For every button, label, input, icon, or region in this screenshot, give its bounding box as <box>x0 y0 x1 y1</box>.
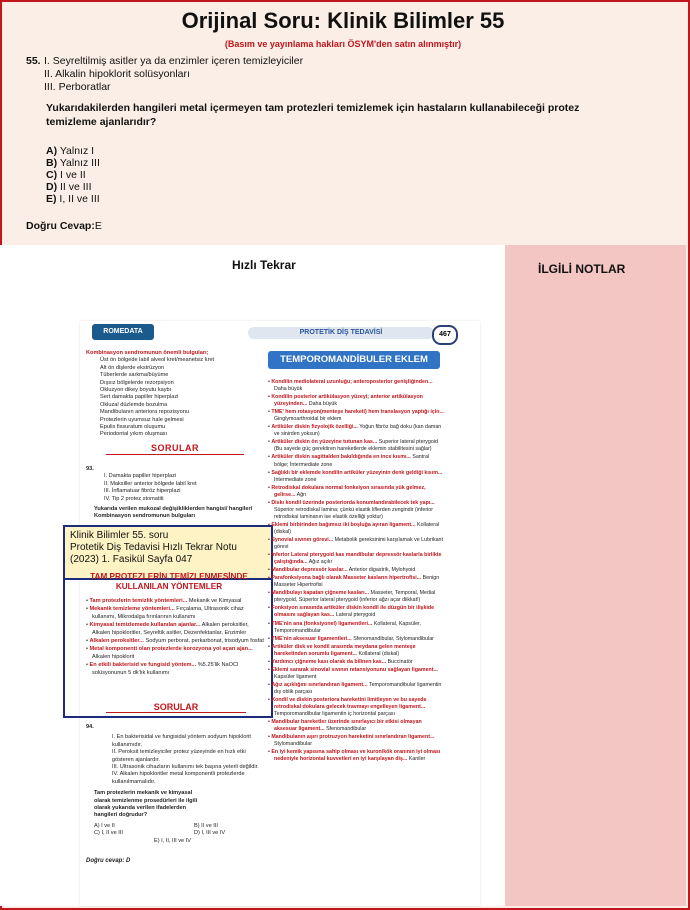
tme-note-item: • Synovial sıvının görevi... Metabolik gereksinimi karşılamak ve Lubrikant görevi <box>268 536 443 551</box>
tme-note-item: • Diskı kondil üzerinde posteriorda konumlandırabilecek tek yapı... Süperior retrodiskal lamina; çünkü elastik liflerden zengindir (inferior retrodiskal laminanın ise elastik özelliği yoktur) <box>268 499 435 520</box>
tme-note-item: • Fonksiyon sırasında artiküler diskin kondil ile düzgün bir ilişkide olmasını sağlayan kas... Lateral pterygoid <box>268 605 435 619</box>
tme-note-item: • Ağız açıklığını sınırlandıran ligament... Temporomandibular ligamentin dış oblik parçası <box>268 681 442 695</box>
tme-note-item: • En iyi kemik yapısına sahip olması ve kuron/kök oranının iyi olması nedeniyle horizontal kuvvetleri en iyi karşılayan diş... Kaniler <box>268 749 441 763</box>
question-items <box>26 55 303 94</box>
book-header-bar: PROTETİK DİŞ TEDAVİSİ <box>248 327 434 339</box>
tme-note-item: • Kondilin mediolateral uzunluğu; anteroposterior genişliğinden... Daha büyük <box>268 379 433 393</box>
related-notes-area <box>505 245 686 906</box>
left-list-item: Mandibulanın anteriora repozisyonu <box>100 409 189 416</box>
tme-note-item: • Mandibular depressör kaslar... Anterior digastrik, Mylohyoid <box>268 567 416 574</box>
answer-options <box>46 145 100 205</box>
cleaning-item: • Metal komponenti olan protezlerde korozyona yol açan ajan... Alkalen hipoklorit <box>86 646 253 660</box>
q93-stem: Yukarıda verilen mukozal değişikliklerden hangisi/ hangileri Kombinasyon sendromunun bulguları <box>94 506 253 520</box>
tme-note-item: • TME'nin aksesuar ligamentleri... Sfenomandibular, Stylomandibular <box>268 635 434 642</box>
q94-option: C) I, II ve III <box>94 830 123 837</box>
q94-item: I. En bakterisidal ve fungisidal yöntem sodyum hipoklorit kullanımıdır. <box>112 734 251 748</box>
option-a: A) Yalnız I <box>46 145 95 157</box>
left-list <box>86 357 264 438</box>
book-left-column <box>86 350 264 459</box>
left-list-item: Protezlerin uyumsuz hale gelmesi <box>100 416 184 423</box>
correct-answer: Doğru Cevap:E <box>26 220 102 232</box>
tme-banner: TEMPOROMANDİBULER EKLEM <box>268 351 440 369</box>
q93-item: IV. Tip 2 protez stomatiti <box>104 495 164 502</box>
q94-option: B) II ve III <box>194 822 218 829</box>
left-list-item: Tüberlerde sarkma/büyüme <box>100 372 169 379</box>
tme-note-item: • Eklemi sararak sinovial sıvının retansiyonunu sağlayan ligament... Kapsüler ligament <box>268 666 438 680</box>
copyright-note: (Basım ve yayınlama hakları ÖSYM'den satın alınmıştır) <box>224 39 462 49</box>
question-94: 94. I. En bakterisidal ve fungisidal yöntem sodyum hipoklorit kullanımıdır. II. Peroksit temizleyiciler protez yüzeyinde en hızlı etki gösteren ajanlardır. III. Ultrasonik cihazların kullanımı tek başına yeterli değildir. IV. Alkalen hipokloritler metal komponentli protezlerde kullanılmamalıdır. Tam protezlerin mekanik ve kimyasal olarak temizlenme prosedürleri ile ilgili olarak yukarıda verilen ifadelerden hangileri doğrudur? A) I ve II B) II ve III C) I, II ve III D) I, III ve IV E) I, II, III ve IV <box>86 724 266 845</box>
left-list-item: Okluzyon dikey boyutu kaybı <box>100 387 172 394</box>
related-notes-heading: İLGİLİ NOTLAR <box>538 262 626 276</box>
quick-review-heading: Hızlı Tekrar <box>232 258 296 272</box>
cleaning-item: • Kimyasal temizlemede kullanılan ajanlar... Alkalen peroksitler, Alkalen hipokloritler, Seyreltik asitler, Dezenfektanlar, Enzimler <box>86 622 249 636</box>
tme-note-item: • Artiküler diskin ön yüzeyine tutunan kas... Superior lateral pterygoid (Bu sayede güç gerektiren hareketlerde eklemin stabilitesini sağlar) <box>268 439 438 453</box>
tme-note-item: • Artiküler diskin fizyolojik özelliği... Yoğun fibröz bağ doku (kan damarı ve sinirden yoksun) <box>268 424 442 438</box>
q93-item: II. Maksiller anterior bölgede labil kret <box>104 480 197 487</box>
question-stem: Yukarıdakilerden hangileri metal içermeyen tam protezleri temizlemek için hastaların kullanabileceği protez temizleme ajanlarıdır? <box>46 102 580 128</box>
left-list-item: Sert damakta papiller hiperplazi <box>100 394 179 401</box>
q93-item: I. Damakta papiller hiperplazi <box>104 473 177 480</box>
q94-option: D) I, III ve IV <box>194 830 226 837</box>
left-heading: Kombinasyon sendromunun önemli bulguları; <box>86 350 209 356</box>
tme-note-item: • Retrodiskal dokulara normal fonksiyon sırasında yük gelmez, gelirse... Ağrı <box>268 484 426 498</box>
tme-note-item: • Mandibulanın aşırı protruzyon hareketini sınırlandıran ligament... Stylomandibular <box>268 734 435 748</box>
sorular-heading: SORULAR <box>106 445 244 455</box>
tme-note-item: • Kondilin posterior artikülasyon yüzeyi; anterior artikülasyon yüzeyinden... Daha büyük <box>268 394 423 408</box>
source-note-line: (2023) 1. Fasikül Sayfa 047 <box>70 554 193 565</box>
cleaning-item: • Mekanik temizleme yöntemleri... Fırçalama, Ultrasonik cihaz kullanımı, Mikrodalga fırınlarının kullanımı <box>86 606 244 620</box>
tme-note-item: • Parafonksiyona bağlı olarak Masseter kasların hipertrofisi... Benign Masseter Hipertrofisi <box>268 575 440 589</box>
book-page-number: 467 <box>432 325 458 345</box>
tme-note-item: • Artiküler diskin sagittalden bakıldığında en ince kısmı... Santral bölge; İntermediate zone <box>268 454 430 468</box>
q94-stem: Tam protezlerin mekanik ve kimyasal olarak temizlenme prosedürleri ile ilgili olarak yukarıda verilen ifadelerden hangileri doğrudur? <box>94 790 198 819</box>
tme-note-item: • Eklemi birbirinden bağımsız iki boşluğa ayıran ligament... Kollateral (diskal) <box>268 521 440 535</box>
cleaning-item: • Tam protezlerin temizlik yöntemleri... Mekanik ve Kimyasal <box>86 598 242 604</box>
cleaning-item: • En etkili bakterisid ve fungisid yöntem... %5.25'lik NaOCl solüsyonunun 5 dk'lık kullanımı <box>86 662 239 676</box>
page-title: Orijinal Soru: Klinik Bilimler 55 <box>181 8 505 33</box>
left-list-item: Periodontal yıkım oluşması <box>100 431 168 438</box>
left-list-item: Okluzal düzlemde bozulma <box>100 401 168 408</box>
tme-note-item: • Artiküler disk ve kondil arasında meydana gelen menteşe hareketinden sorumlu ligament... Kollateral (diskal) <box>268 643 416 657</box>
q93-item: III. İnflamatuar fibröz hiperplazi <box>104 488 181 495</box>
book-correct-answer: Doğru cevap: D <box>86 858 131 864</box>
tme-note-item: • Yardımcı çiğneme kası olarak da bilinen kas... Buccinatör <box>268 658 413 665</box>
source-note-line: Protetik Diş Tedavisi Hızlı Tekrar Notu <box>70 542 237 553</box>
cleaning-methods-list <box>86 598 266 678</box>
q94-option: A) I ve II <box>94 822 115 829</box>
option-d: D) II ve III <box>46 181 92 193</box>
option-b: B) Yalnız III <box>46 157 100 169</box>
tme-note-item: • Kondil ve diskin posteriora hareketini limitleyen ve bu sayede retrodiskal dokulara gelecek travmayı engelleyen ligament... Temporomandibular ligamentin iç horizontal parçası <box>268 696 427 718</box>
q94-item: IV. Alkalen hipokloritler metal komponentli protezlerde kullanılmamalıdır. <box>112 771 245 785</box>
option-e: E) I, II ve III <box>46 193 100 205</box>
tme-note-item: • TME' hem rotasyon(menteşe hareketi) hem translasyon yaptığı için... Ginglymoarthroidal bir eklem <box>268 409 444 423</box>
sorular-heading-2: SORULAR <box>106 702 246 713</box>
q94-option: E) I, II, III ve IV <box>154 837 191 844</box>
question-93: 93. I. Damakta papiller hiperplazi II. Maksiller anterior bölgede labil kret III. İnflamatuar fibröz hiperplazi IV. Tip 2 protez stomatiti Yukarıda verilen mukozal değişikliklerden hangisi/ hangileri Kombinasyon sendromunun bulguları <box>86 466 266 521</box>
tme-note-item: • Mandibular hareketler üzerinde sınırlayıcı bir etkisi olmayan aksesuar ligament... Sfenomandibular <box>268 719 422 733</box>
left-list-item: Alt ön dişlerde ekstrüzyon <box>100 364 165 371</box>
question-item: II. Alkalin hipoklorit solüsyonları <box>44 68 190 80</box>
left-list-item: Epulis fissuratum oluşumu <box>100 424 166 431</box>
cleaning-item: • Alkalen peroksitler... Sodyum perborat, perkarbonat, trisodyum fosfat <box>86 638 264 645</box>
left-list-item: Dışsız bölgelerde rezorpsiyon <box>100 379 174 386</box>
tme-note-item: • İnferior Lateral pterygoid kas mandibular depressör kaslarla birlikte çalıştığında... Ağız açılır <box>268 552 442 566</box>
option-c: C) I ve II <box>46 169 86 181</box>
tme-note-item: • Mandibulayı kapatan çiğneme kasları... Masseter, Temporal, Medial pterygoid, Süperior lateral pterygoid (inferior ağzı açar diikkat!) <box>268 590 436 604</box>
q94-item: II. Peroksit temizleyiciler protez yüzeyinde en hızlı etki gösteren ajanlardır. <box>112 749 246 763</box>
question-item: III. Perboratlar <box>44 81 111 93</box>
left-list-item: Üst ön bölgede labil alveol kret/meanetsiz kret <box>100 357 215 364</box>
question-item: I. Seyreltilmiş asitler ya da enzimler içeren temizleyiciler <box>44 55 304 67</box>
book-logo: ROMEDATA <box>92 324 154 340</box>
question-number: 55. <box>26 55 41 67</box>
q94-item: III. Ultrasonik cihazların kullanımı tek başına yeterli değildir. <box>112 764 259 771</box>
tme-notes-list <box>268 379 444 764</box>
source-note-line: Klinik Bilimler 55. soru <box>70 530 169 541</box>
tme-note-item: • TME'nin ana (fonksiyonel) ligamentleri... Kollateral, Kapsüler, Temporomandibular <box>268 620 421 634</box>
cleaning-methods-title: TAM PROTEZLERİN TEMİZLENMESİNDE KULLANILAN YÖNTEMLER <box>90 572 248 591</box>
tme-note-item: • Sağlıklı bir eklemde kondilin artiküler yüzeyinin denk geldiği kısım... Intermediate zone <box>268 469 443 483</box>
